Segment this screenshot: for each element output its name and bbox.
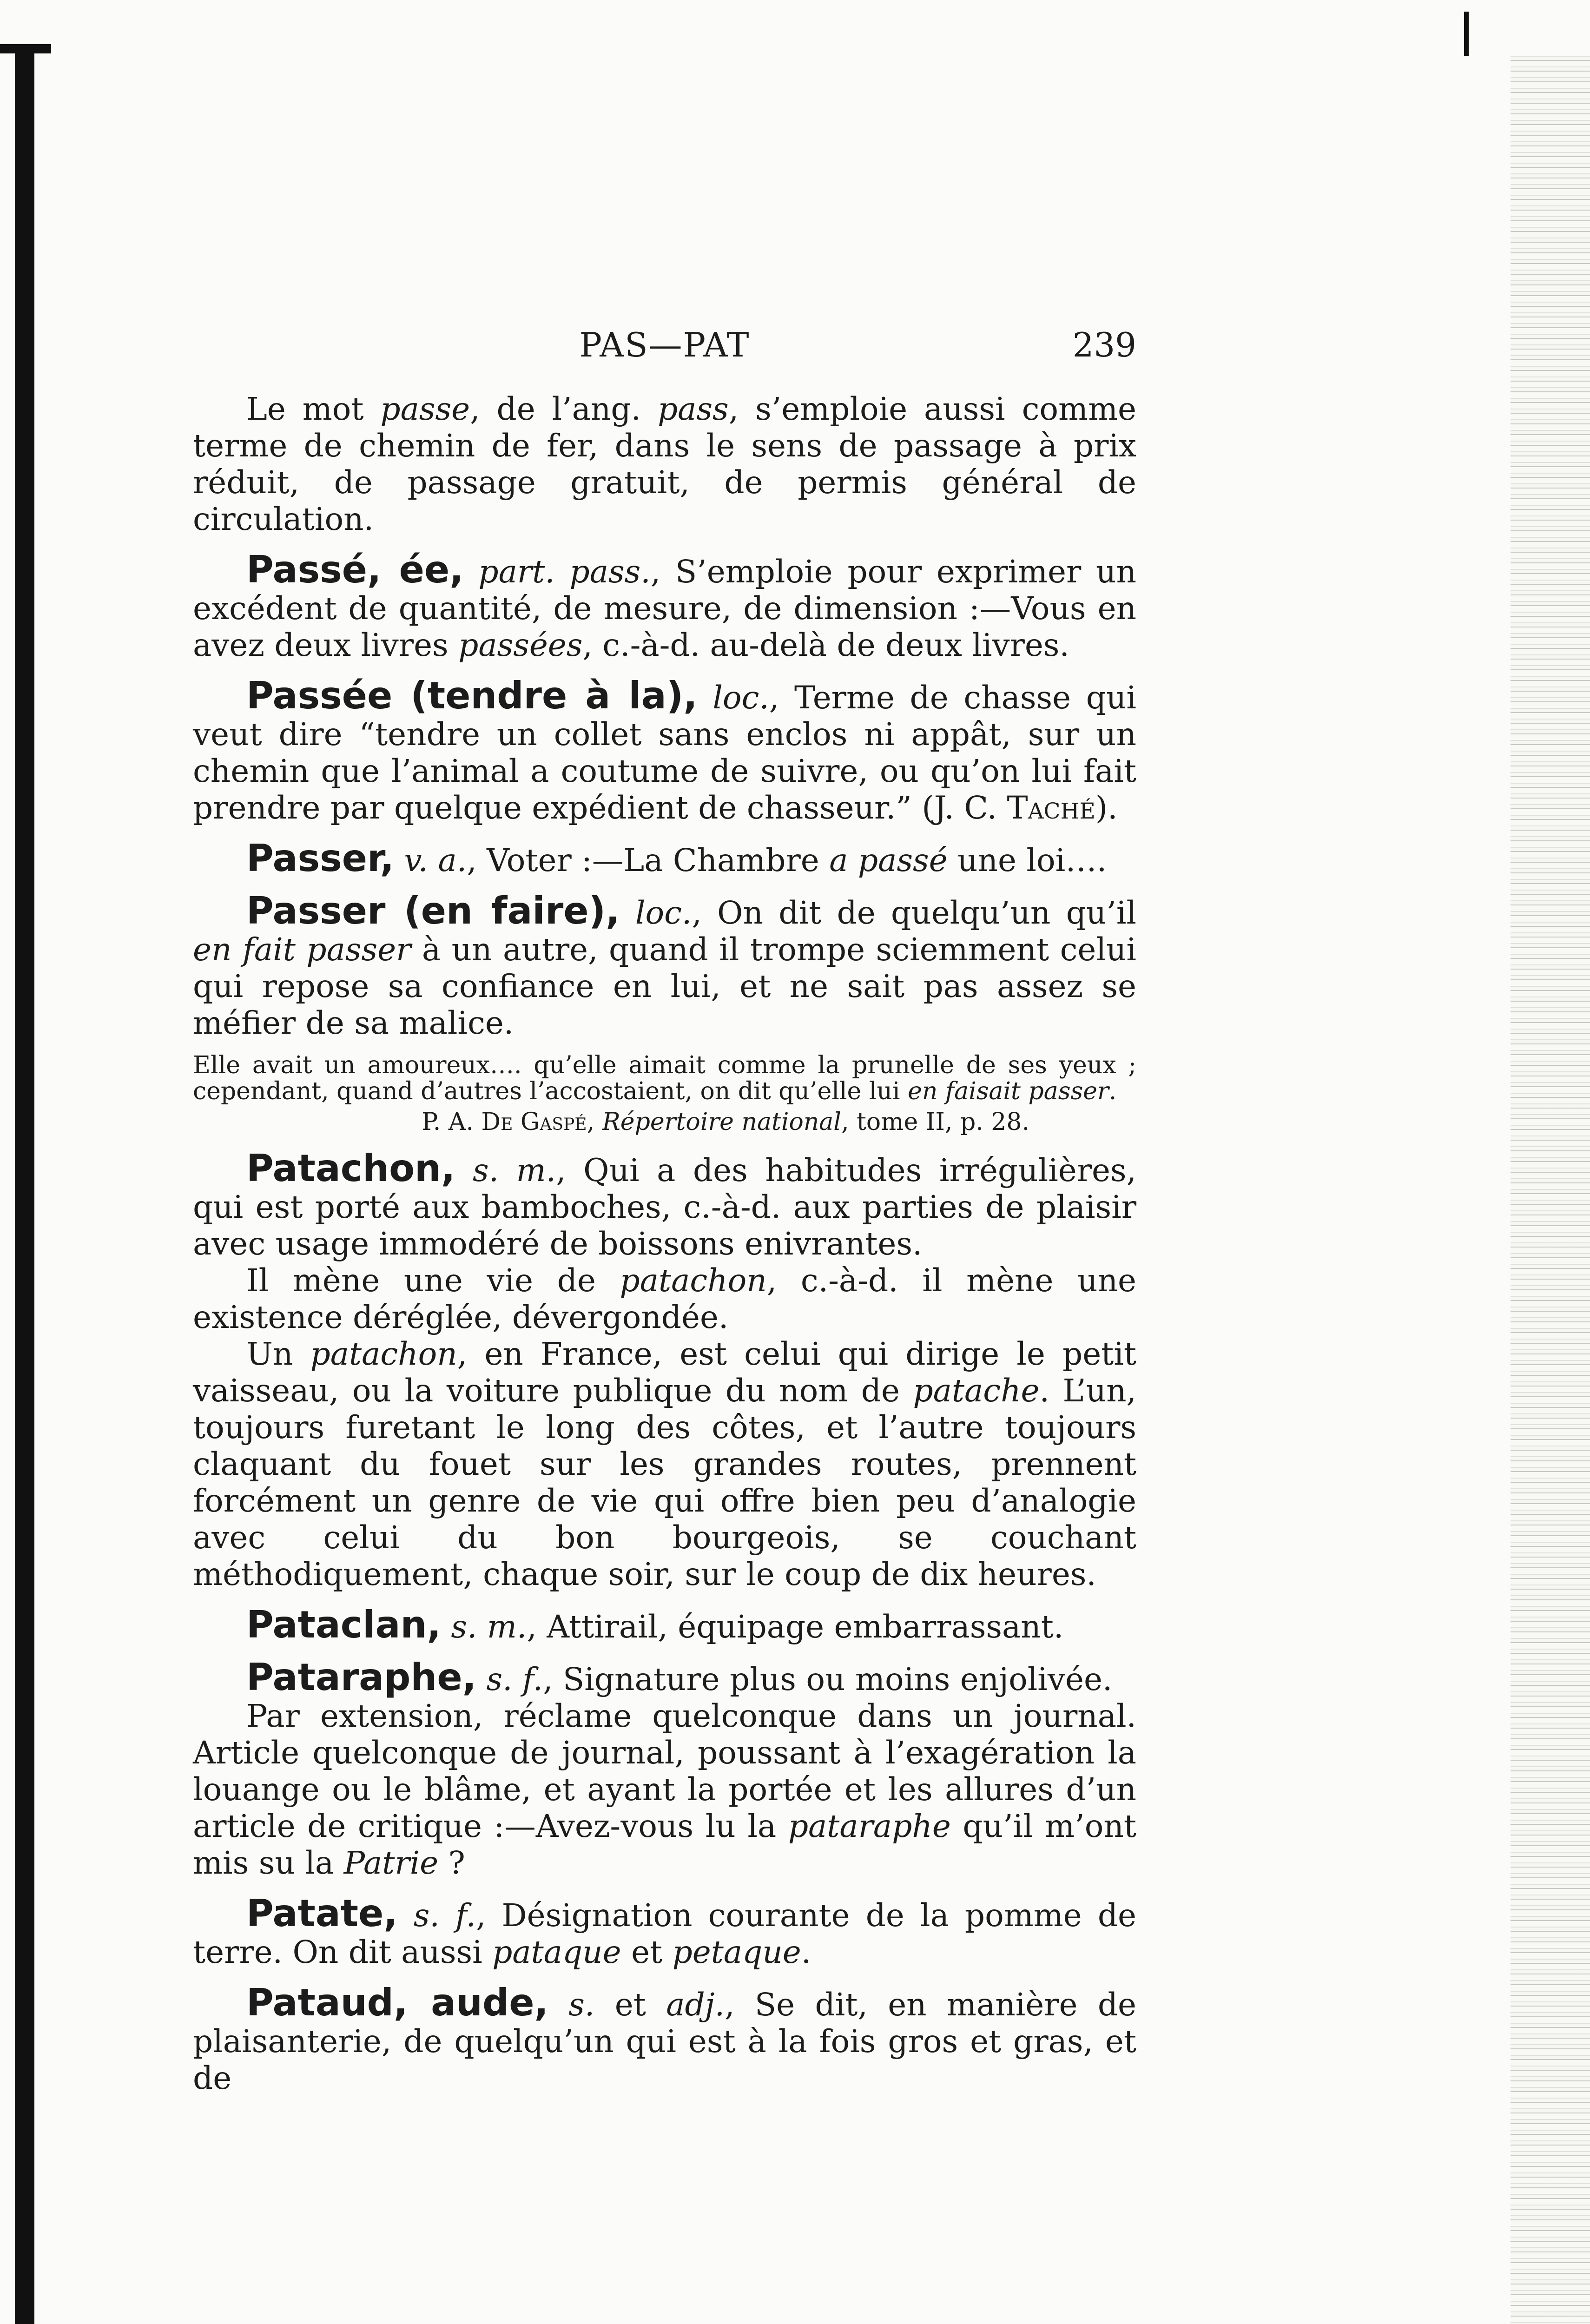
entry-pataraphe (193, 1656, 1136, 1699)
citation (193, 1108, 1136, 1136)
corner-mark (1464, 12, 1469, 56)
entry-passer (193, 837, 1136, 880)
headword: Patate, (246, 1892, 398, 1935)
entry-text: s. f., Signature plus ou moins enjolivée. (486, 1661, 1113, 1697)
entry-text: Un patachon, en France, est celui qui dirige le petit vaisseau, ou la voiture publique du nom de patache. L’un, toujours furetant le long des côtes, et l’autre toujours claquant du fouet sur les grandes routes, prennent forcément un genre de vie qui offre bien peu d’analogie avec celui du bon bourgeois, se couchant méthodiquement, chaque soir, sur le coup de dix heures. (193, 1335, 1136, 1592)
entry-text: loc., On dit de quelqu’un qu’il en fait passer à un autre, quand il trompe sciemment celui qui repose sa confiance en lui, et ne sait pas assez se méfier de sa malice. (193, 894, 1137, 1041)
headword: Passée (tendre à la), (246, 674, 698, 717)
entry-patachon-note (193, 1335, 1136, 1592)
headword: Pataraphe, (246, 1656, 476, 1699)
entry-passee-tendre (193, 674, 1137, 826)
entry-text: part. pass., S’emploie pour exprimer un excédent de quantité, de mesure, de dimension :—Vous en avez deux livres passées, c.-à-d. au-delà de deux livres. (193, 553, 1136, 663)
entry-text: s. et adj., Se dit, en manière de plaisanterie, de quelqu’un qui est à la fois gros et gras, et de (193, 1986, 1136, 2096)
citation-text: P. A. De Gaspé, Répertoire national, tome II, p. 28. (422, 1108, 1029, 1136)
entry-text: s. m., Attirail, équipage embarrassant. (451, 1608, 1064, 1645)
quotation-text: Elle avait un amoureux…. qu’elle aimait comme la prunelle de ses yeux ; cependant, quand d’autres l’accostaient, on dit qu’elle lui en faisait passer. (193, 1051, 1136, 1105)
quotation (193, 1052, 1136, 1104)
running-head-title: PAS—PAT (579, 325, 750, 364)
entry-patachon-usage (193, 1262, 1136, 1335)
entry-text: v. a., Voter :—La Chambre a passé une loi…. (404, 842, 1107, 878)
page-body (193, 390, 1136, 2096)
entry-text: Par extension, réclame quelconque dans un journal. Article quelconque de journal, poussant à l’exagération la louange ou le blâme, et ayant la portée et les allures d’un article de critique :—Avez-vous lu la pataraphe qu’il m’ont mis su la Patrie ? (193, 1697, 1136, 1881)
headword: Patachon, (246, 1147, 455, 1190)
entry-text: Il mène une vie de patachon, c.-à-d. il mène une existence déréglée, dévergondée. (193, 1262, 1137, 1335)
entry-patate (193, 1892, 1136, 1970)
entry-text: loc., Terme de chasse qui veut dire “tendre un collet sans enclos ni appât, sur un chemin que l’animal a coutume de suivre, ou qu’on lui fait prendre par quelque expédient de chasseur.” (J. C. Taché). (193, 679, 1137, 826)
entry-pataud (193, 1981, 1136, 2096)
entry-pataraphe-extension (193, 1697, 1136, 1881)
headword: Pataud, aude, (246, 1981, 548, 2024)
entry-text: s. f., Désignation courante de la pomme de terre. On dit aussi pataque et petaque. (193, 1897, 1136, 1970)
entry-passe-intro (193, 390, 1136, 537)
binding-edge (15, 44, 34, 2324)
page-edge-scan-noise (1511, 56, 1590, 2324)
entry-passer-en-faire (193, 889, 1137, 1041)
entry-text: s. m., Qui a des habitudes irrégulières, qui est porté aux bamboches, c.-à-d. aux parties de plaisir avec usage immodéré de boissons enivrantes. (193, 1152, 1136, 1262)
page-number: 239 (1072, 325, 1136, 364)
headword: Passer (en faire), (246, 889, 620, 932)
headword: Passer, (246, 837, 395, 880)
entry-passe-ee (193, 548, 1136, 663)
entry-patachon (193, 1147, 1136, 1262)
entry-pataclan (193, 1603, 1136, 1646)
entry-text: Le mot passe, de l’ang. pass, s’emploie aussi comme terme de chemin de fer, dans le sens de passage à prix réduit, de passage gratuit, de permis général de circulation. (193, 390, 1136, 537)
headword: Passé, ée, (246, 548, 464, 591)
headword: Pataclan, (246, 1603, 441, 1646)
running-header (193, 325, 1136, 381)
